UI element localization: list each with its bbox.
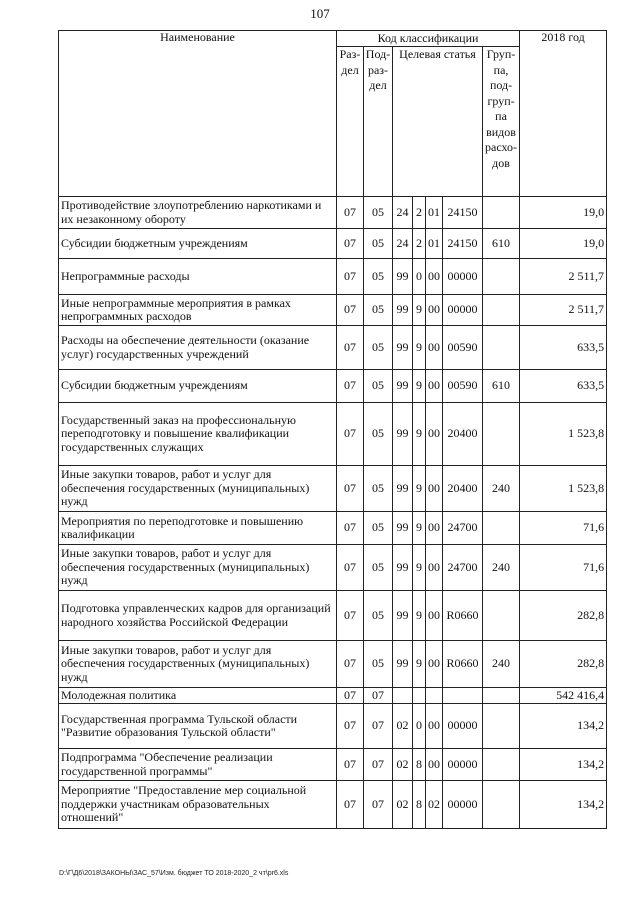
cell-razdel: 07: [337, 641, 364, 688]
cell-t2: 9: [413, 370, 426, 403]
table-row: [59, 197, 607, 229]
table-row: [59, 545, 607, 591]
cell-t4: 00000: [443, 295, 483, 326]
cell-vid: [483, 749, 520, 781]
cell-name: Иные закупки товаров, работ и услуг для обеспечения государственных (муниципальных) нужд: [59, 545, 337, 591]
cell-amount: 1 523,8: [520, 466, 607, 512]
page-number: 107: [310, 6, 330, 21]
cell-amount: 282,8: [520, 641, 607, 688]
cell-t4: 20400: [443, 466, 483, 512]
cell-t1: 24: [393, 229, 413, 259]
table-row: [59, 512, 607, 545]
cell-podrazdel: 05: [364, 295, 393, 326]
cell-t3: 00: [426, 295, 443, 326]
cell-t3: 00: [426, 326, 443, 370]
cell-amount: 2 511,7: [520, 259, 607, 295]
cell-podrazdel: 05: [364, 197, 393, 229]
cell-t3: 00: [426, 259, 443, 295]
cell-amount: 1 523,8: [520, 403, 607, 466]
cell-t1: 99: [393, 591, 413, 641]
cell-podrazdel: 07: [364, 781, 393, 829]
cell-amount: 282,8: [520, 591, 607, 641]
cell-vid: 240: [483, 641, 520, 688]
cell-vid: [483, 295, 520, 326]
header-target: Целевая статья: [393, 47, 483, 197]
cell-name: Иные закупки товаров, работ и услуг для обеспечения государственных (муниципальных) нужд: [59, 466, 337, 512]
cell-t2: 9: [413, 512, 426, 545]
table-row: [59, 781, 607, 829]
cell-t3: 02: [426, 781, 443, 829]
cell-podrazdel: 05: [364, 466, 393, 512]
cell-name: Подпрограмма "Обеспечение реализации государственной программы": [59, 749, 337, 781]
cell-name: Мероприятие "Предоставление мер социальной поддержки участникам образовательных отношений": [59, 781, 337, 829]
cell-t3: 00: [426, 466, 443, 512]
cell-t1: [393, 688, 413, 704]
cell-t2: 9: [413, 545, 426, 591]
table-row: [59, 295, 607, 326]
table-row: [59, 326, 607, 370]
header-year: 2018 год: [520, 31, 607, 197]
cell-razdel: 07: [337, 749, 364, 781]
cell-t3: 00: [426, 370, 443, 403]
cell-t1: 99: [393, 641, 413, 688]
table-row: [59, 704, 607, 749]
cell-t3: [426, 688, 443, 704]
cell-podrazdel: 07: [364, 688, 393, 704]
cell-razdel: 07: [337, 466, 364, 512]
cell-t4: 00590: [443, 370, 483, 403]
cell-vid: [483, 781, 520, 829]
cell-name: Молодежная политика: [59, 688, 337, 704]
cell-vid: 240: [483, 545, 520, 591]
cell-t2: [413, 688, 426, 704]
cell-razdel: 07: [337, 591, 364, 641]
cell-vid: 610: [483, 229, 520, 259]
cell-t4: 00000: [443, 259, 483, 295]
cell-t2: 9: [413, 403, 426, 466]
cell-t1: 24: [393, 197, 413, 229]
cell-t2: 8: [413, 749, 426, 781]
cell-t1: 99: [393, 545, 413, 591]
header-vid: Груп- па, под- груп- па видов расхо- дов: [483, 47, 520, 197]
cell-t3: 00: [426, 591, 443, 641]
header-code-group: Код классификации: [337, 31, 520, 47]
cell-vid: [483, 704, 520, 749]
table-row: [59, 466, 607, 512]
cell-t4: 00000: [443, 704, 483, 749]
table-row: [59, 259, 607, 295]
cell-t4: 24700: [443, 512, 483, 545]
cell-t3: 00: [426, 704, 443, 749]
table-row: [59, 749, 607, 781]
cell-podrazdel: 05: [364, 591, 393, 641]
cell-razdel: 07: [337, 781, 364, 829]
cell-name: Государственный заказ на профессиональную переподготовку и повышение квалификации государственных служащих: [59, 403, 337, 466]
cell-t1: 99: [393, 295, 413, 326]
cell-amount: 134,2: [520, 704, 607, 749]
cell-vid: [483, 591, 520, 641]
cell-vid: 240: [483, 466, 520, 512]
cell-amount: 633,5: [520, 326, 607, 370]
cell-razdel: 07: [337, 370, 364, 403]
cell-vid: 610: [483, 370, 520, 403]
cell-t2: 0: [413, 259, 426, 295]
table-row: [59, 403, 607, 466]
cell-razdel: 07: [337, 688, 364, 704]
cell-amount: 542 416,4: [520, 688, 607, 704]
cell-t4: 24150: [443, 229, 483, 259]
table-row: [59, 641, 607, 688]
cell-t3: 00: [426, 512, 443, 545]
cell-podrazdel: 05: [364, 259, 393, 295]
cell-razdel: 07: [337, 545, 364, 591]
cell-name: Непрограммные расходы: [59, 259, 337, 295]
file-path-footer: D:\Г\Д6\2018\ЗАКОНЫ\ЗАС_57\Изм. бюджет ТО 2018-2020_2 чт\pr6.xls: [59, 870, 289, 877]
cell-t4: 00590: [443, 326, 483, 370]
cell-vid: [483, 326, 520, 370]
cell-podrazdel: 05: [364, 229, 393, 259]
cell-t4: [443, 688, 483, 704]
cell-amount: 19,0: [520, 197, 607, 229]
cell-t1: 99: [393, 403, 413, 466]
table-row: [59, 370, 607, 403]
cell-razdel: 07: [337, 403, 364, 466]
cell-podrazdel: 05: [364, 403, 393, 466]
cell-t1: 99: [393, 512, 413, 545]
cell-t3: 00: [426, 749, 443, 781]
cell-t2: 9: [413, 591, 426, 641]
cell-t1: 99: [393, 326, 413, 370]
cell-podrazdel: 05: [364, 545, 393, 591]
cell-vid: [483, 403, 520, 466]
table-row: [59, 688, 607, 704]
cell-t2: 9: [413, 466, 426, 512]
cell-razdel: 07: [337, 197, 364, 229]
cell-t2: 9: [413, 326, 426, 370]
cell-t4: R0660: [443, 591, 483, 641]
cell-podrazdel: 05: [364, 326, 393, 370]
cell-t3: 00: [426, 641, 443, 688]
table-row: [59, 229, 607, 259]
cell-t1: 99: [393, 370, 413, 403]
cell-amount: 71,6: [520, 512, 607, 545]
header-name: Наименование: [59, 31, 337, 197]
header-razdel: Раз- дел: [337, 47, 364, 197]
table-row: [59, 591, 607, 641]
cell-t1: 99: [393, 466, 413, 512]
cell-name: Мероприятия по переподготовке и повышению квалификации: [59, 512, 337, 545]
cell-name: Иные закупки товаров, работ и услуг для обеспечения государственных (муниципальных) нужд: [59, 641, 337, 688]
cell-podrazdel: 05: [364, 512, 393, 545]
cell-t3: 00: [426, 403, 443, 466]
cell-t3: 00: [426, 545, 443, 591]
cell-amount: 19,0: [520, 229, 607, 259]
cell-podrazdel: 05: [364, 370, 393, 403]
cell-name: Иные непрограммные мероприятия в рамках непрограммных расходов: [59, 295, 337, 326]
cell-t2: 8: [413, 781, 426, 829]
cell-t2: 2: [413, 229, 426, 259]
cell-razdel: 07: [337, 326, 364, 370]
budget-table: [58, 30, 607, 829]
header-podrazdel: Под- раз- дел: [364, 47, 393, 197]
cell-name: Подготовка управленческих кадров для организаций народного хозяйства Российской Федерации: [59, 591, 337, 641]
cell-amount: 71,6: [520, 545, 607, 591]
cell-t1: 02: [393, 704, 413, 749]
cell-name: Субсидии бюджетным учреждениям: [59, 229, 337, 259]
cell-t2: 9: [413, 641, 426, 688]
cell-name: Противодействие злоупотреблению наркотиками и их незаконному обороту: [59, 197, 337, 229]
cell-t2: 9: [413, 295, 426, 326]
cell-vid: [483, 512, 520, 545]
cell-razdel: 07: [337, 704, 364, 749]
cell-name: Государственная программа Тульской области "Развитие образования Тульской области": [59, 704, 337, 749]
cell-t4: 00000: [443, 749, 483, 781]
cell-amount: 134,2: [520, 749, 607, 781]
cell-t2: 0: [413, 704, 426, 749]
cell-t4: 24700: [443, 545, 483, 591]
cell-t3: 01: [426, 229, 443, 259]
cell-t1: 02: [393, 781, 413, 829]
cell-t2: 2: [413, 197, 426, 229]
cell-t3: 01: [426, 197, 443, 229]
cell-razdel: 07: [337, 295, 364, 326]
cell-t4: 24150: [443, 197, 483, 229]
cell-razdel: 07: [337, 512, 364, 545]
cell-amount: 134,2: [520, 781, 607, 829]
cell-podrazdel: 07: [364, 749, 393, 781]
cell-t4: R0660: [443, 641, 483, 688]
cell-vid: [483, 259, 520, 295]
cell-t1: 99: [393, 259, 413, 295]
cell-t1: 02: [393, 749, 413, 781]
cell-razdel: 07: [337, 259, 364, 295]
cell-razdel: 07: [337, 229, 364, 259]
cell-t4: 00000: [443, 781, 483, 829]
cell-name: Субсидии бюджетным учреждениям: [59, 370, 337, 403]
cell-vid: [483, 197, 520, 229]
cell-name: Расходы на обеспечение деятельности (оказание услуг) государственных учреждений: [59, 326, 337, 370]
cell-t4: 20400: [443, 403, 483, 466]
cell-podrazdel: 05: [364, 641, 393, 688]
cell-amount: 633,5: [520, 370, 607, 403]
cell-podrazdel: 07: [364, 704, 393, 749]
cell-vid: [483, 688, 520, 704]
cell-amount: 2 511,7: [520, 295, 607, 326]
